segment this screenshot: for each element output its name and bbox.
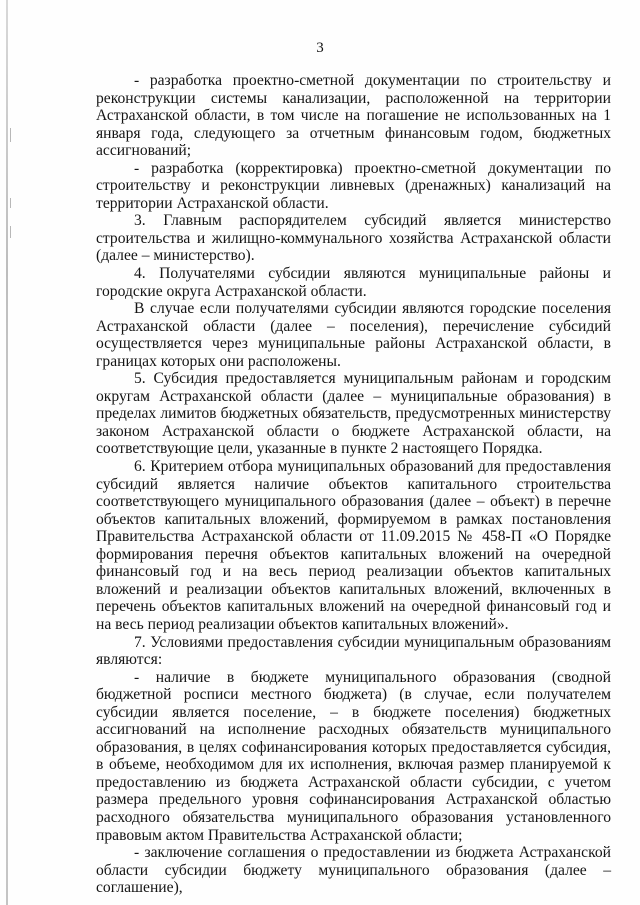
- paragraph: - разработка проектно-сметной документации по строительству и реконструкции системы канализации, расположенной на территории Астраханской области, в том числе на погашение не использованных на 1 января года, следующего за отчетным финансовым годом, бюджетных ассигнований;: [96, 72, 611, 160]
- document-body: [96, 72, 611, 897]
- page-number: 3: [316, 40, 324, 56]
- paragraph: 7. Условиями предоставления субсидии муниципальным образованиям являются:: [96, 633, 611, 669]
- paragraph: 4. Получателями субсидии являются муниципальные районы и городские округа Астраханской области.: [96, 265, 611, 300]
- paragraph: - разработка (корректировка) проектно-сметной документации по строительству и реконструкции ливневых (дренажных) канализаций на территории Астраханской области.: [96, 159, 611, 212]
- paragraph: 3. Главным распорядителем субсидий является министерство строительства и жилищно-коммунального хозяйства Астраханской области (далее – министерство).: [96, 212, 611, 265]
- paragraph: 5. Субсидия предоставляется муниципальным районам и городским округам Астраханской области (далее – муниципальные образования) в пределах лимитов бюджетных обязательств, предусмотренных министерству законом Астраханской области о бюджете Астраханской области, на соответствующие цели, указанные в пункте 2 настоящего Порядка.: [96, 370, 611, 458]
- paragraph: 6. Критерием отбора муниципальных образований для предоставления субсидий является наличие объектов капитального строительства соответствующего муниципального образования (далее – объект) в перечне объектов капитальных вложений, формируемом в рамках постановления Правительства Астраханской области от 11.09.2015 № 458-П «О Порядке формирования перечня объектов капитальных вложений на очередной финансовый год и на весь период реализации объектов капитальных вложений и реализации объектов капитальных вложений, включенных в перечень объектов капитальных вложений на очередной финансовый год и на весь период реализации объектов капитальных вложений».: [96, 458, 611, 633]
- paragraph: В случае если получателями субсидии являются городские поселения Астраханской области (далее – поселения), перечисление субсидий осуществляется через муниципальные районы Астраханской области, в границах которых они расположены.: [96, 300, 611, 370]
- scan-edge-line: [6, 0, 8, 905]
- paragraph: - заключение соглашения о предоставлении из бюджета Астраханской области субсидии бюджету муниципального образования (далее – соглашение),: [96, 844, 611, 897]
- scan-mark: [10, 226, 11, 238]
- paragraph: - наличие в бюджете муниципального образования (сводной бюджетной росписи местного бюджета) (в случае, если получателем субсидии является поселение, – в бюджете поселения) бюджетных ассигнований на исполнение расходных обязательств муниципального образования, в целях софинансирования которых предоставляется субсидия, в объеме, необходимом для их исполнения, включая размер планируемой к предоставлению из бюджета Астраханской области субсидии, с учетом размера предельного уровня софинансирования Астраханской областью расходного обязательства муниципального образования установленного правовым актом Правительства Астраханской области;: [96, 668, 611, 844]
- scan-mark: [10, 128, 11, 142]
- scan-mark: [10, 198, 11, 208]
